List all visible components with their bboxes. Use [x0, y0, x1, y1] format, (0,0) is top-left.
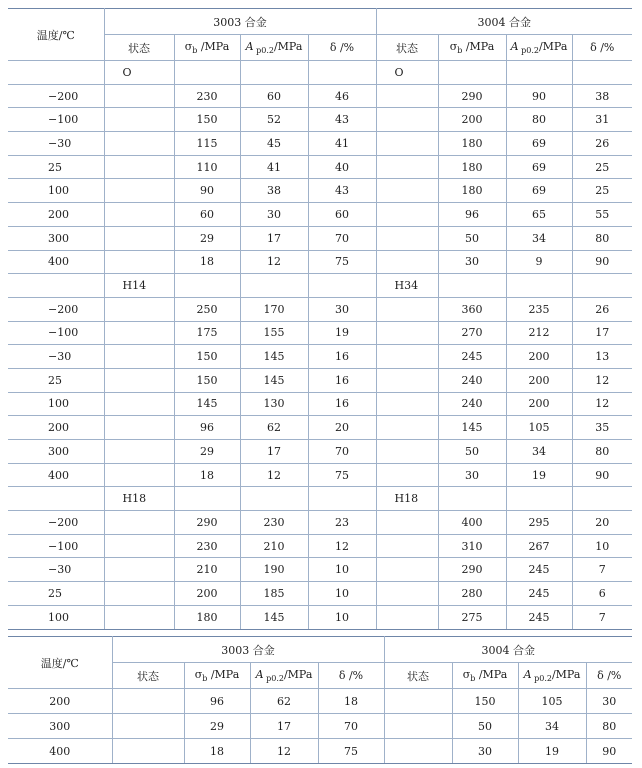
elongation-cell: 55: [572, 203, 632, 227]
empty-state-cell: [376, 179, 438, 203]
elongation-cell: 7: [572, 605, 632, 629]
elongation-cell: 12: [572, 368, 632, 392]
temperature-cell: 400: [8, 463, 104, 487]
tensile-strength-cell: 200: [174, 582, 240, 606]
elongation-header: δ /%: [586, 663, 632, 689]
tensile-strength-cell: 290: [174, 511, 240, 535]
elongation-cell: 80: [572, 440, 632, 464]
tensile-strength-cell: 96: [438, 203, 506, 227]
tensile-strength-cell: 18: [174, 463, 240, 487]
tensile-strength-cell: 150: [452, 689, 518, 714]
tensile-strength-cell: 96: [174, 416, 240, 440]
tensile-strength-cell: 400: [438, 511, 506, 535]
yield-strength-cell: 52: [240, 108, 308, 132]
temperature-cell: −200: [8, 297, 104, 321]
empty-state-cell: [112, 714, 184, 739]
elongation-cell: 90: [572, 463, 632, 487]
yield-strength-cell: 145: [240, 605, 308, 629]
temperature-cell: −30: [8, 132, 104, 156]
empty-state-cell: [384, 714, 452, 739]
tensile-strength-cell: 145: [438, 416, 506, 440]
data-cell: [308, 274, 376, 298]
data-cell: [308, 487, 376, 511]
state-row: [8, 61, 632, 85]
elongation-header: δ /%: [318, 663, 384, 689]
empty-state-cell: [376, 416, 438, 440]
temperature-cell: 200: [8, 203, 104, 227]
table-row: [8, 534, 632, 558]
alloy-3003-header: 3003 合金: [112, 637, 384, 663]
temp-cell: [8, 61, 104, 85]
empty-state-cell: [376, 84, 438, 108]
empty-state-cell: [104, 321, 174, 345]
yield-strength-cell: 212: [506, 321, 572, 345]
elongation-cell: 12: [308, 534, 376, 558]
yield-strength-cell: 185: [240, 582, 308, 606]
yield-strength-cell: 230: [240, 511, 308, 535]
empty-state-cell: [104, 132, 174, 156]
left-state-label: H18: [104, 487, 174, 511]
table-row: [8, 321, 632, 345]
empty-state-cell: [376, 392, 438, 416]
yield-strength-cell: 62: [250, 689, 318, 714]
empty-state-cell: [104, 155, 174, 179]
elongation-cell: 70: [308, 440, 376, 464]
empty-state-cell: [104, 368, 174, 392]
elongation-cell: 6: [572, 582, 632, 606]
yield-strength-cell: 90: [506, 84, 572, 108]
empty-state-cell: [376, 203, 438, 227]
tensile-strength-cell: 60: [174, 203, 240, 227]
yield-strength-cell: 12: [250, 739, 318, 764]
elongation-cell: 10: [308, 605, 376, 629]
table-row: [8, 582, 632, 606]
empty-state-cell: [376, 345, 438, 369]
data-cell: [240, 274, 308, 298]
elongation-cell: 23: [308, 511, 376, 535]
state-header: 状态: [376, 35, 438, 61]
yield-strength-cell: 245: [506, 605, 572, 629]
yield-strength-cell: 170: [240, 297, 308, 321]
empty-state-cell: [384, 689, 452, 714]
temperature-cell: 400: [8, 739, 112, 764]
table-row: [8, 440, 632, 464]
tensile-strength-cell: 29: [174, 226, 240, 250]
data-cell: [174, 274, 240, 298]
data-cell: [240, 487, 308, 511]
yield-strength-cell: 19: [518, 739, 586, 764]
table-row: [8, 689, 632, 714]
elongation-cell: 60: [308, 203, 376, 227]
data-cell: [506, 61, 572, 85]
yield-strength-cell: 80: [506, 108, 572, 132]
empty-state-cell: [376, 321, 438, 345]
yield-strength-cell: 105: [506, 416, 572, 440]
tensile-strength-cell: 230: [174, 534, 240, 558]
empty-state-cell: [112, 739, 184, 764]
empty-state-cell: [104, 534, 174, 558]
elongation-cell: 30: [308, 297, 376, 321]
alloy-3003-header: 3003 合金: [104, 9, 376, 35]
tensile-strength-cell: 180: [438, 155, 506, 179]
tensile-strength-header: $\sigma_b$ /MPa: [452, 663, 518, 689]
empty-state-cell: [376, 440, 438, 464]
empty-state-cell: [104, 179, 174, 203]
yield-strength-cell: 200: [506, 345, 572, 369]
elongation-cell: 16: [308, 368, 376, 392]
elongation-cell: 38: [572, 84, 632, 108]
elongation-cell: 43: [308, 179, 376, 203]
empty-state-cell: [376, 511, 438, 535]
temp-cell: [8, 487, 104, 511]
yield-strength-cell: 62: [240, 416, 308, 440]
elongation-cell: 20: [572, 511, 632, 535]
table-row: [8, 179, 632, 203]
empty-state-cell: [104, 108, 174, 132]
empty-state-cell: [376, 155, 438, 179]
elongation-cell: 90: [586, 739, 632, 764]
tensile-strength-cell: 240: [438, 392, 506, 416]
yield-strength-cell: 69: [506, 179, 572, 203]
tensile-strength-cell: 150: [174, 368, 240, 392]
empty-state-cell: [376, 297, 438, 321]
tensile-strength-cell: 30: [438, 250, 506, 274]
temperature-cell: 200: [8, 416, 104, 440]
empty-state-cell: [104, 463, 174, 487]
empty-state-cell: [104, 605, 174, 629]
tensile-strength-cell: 29: [174, 440, 240, 464]
table-row: [8, 84, 632, 108]
temperature-cell: 300: [8, 226, 104, 250]
tensile-strength-cell: 280: [438, 582, 506, 606]
tensile-strength-header: $\sigma_b$ /MPa: [184, 663, 250, 689]
table-row: [8, 714, 632, 739]
table-row: [8, 605, 632, 629]
tensile-strength-cell: 290: [438, 84, 506, 108]
tensile-strength-cell: 180: [174, 605, 240, 629]
table-row: [8, 297, 632, 321]
state-row: [8, 487, 632, 511]
empty-state-cell: [376, 558, 438, 582]
right-state-label: H18: [376, 487, 438, 511]
tensile-strength-cell: 230: [174, 84, 240, 108]
yield-strength-cell: 34: [506, 440, 572, 464]
yield-strength-cell: 200: [506, 368, 572, 392]
table-row: [8, 463, 632, 487]
tensile-strength-cell: 360: [438, 297, 506, 321]
yield-strength-cell: 130: [240, 392, 308, 416]
table-row: [8, 345, 632, 369]
tensile-strength-cell: 50: [438, 226, 506, 250]
table-row: [8, 392, 632, 416]
tensile-strength-cell: 290: [438, 558, 506, 582]
state-row: [8, 274, 632, 298]
empty-state-cell: [104, 226, 174, 250]
tensile-strength-cell: 96: [184, 689, 250, 714]
tensile-strength-cell: 18: [174, 250, 240, 274]
empty-state-cell: [104, 297, 174, 321]
yield-strength-cell: 145: [240, 345, 308, 369]
tensile-strength-cell: 115: [174, 132, 240, 156]
elongation-cell: 19: [308, 321, 376, 345]
empty-state-cell: [104, 203, 174, 227]
temperature-cell: 300: [8, 440, 104, 464]
elongation-header: δ /%: [308, 35, 376, 61]
yield-strength-cell: 145: [240, 368, 308, 392]
tensile-strength-cell: 30: [452, 739, 518, 764]
tensile-strength-cell: 180: [438, 179, 506, 203]
yield-strength-header: A $_{p0.2}$/MPa: [250, 663, 318, 689]
tensile-strength-header: $\sigma_b$ /MPa: [174, 35, 240, 61]
tensile-strength-cell: 18: [184, 739, 250, 764]
empty-state-cell: [104, 345, 174, 369]
empty-state-cell: [376, 226, 438, 250]
temperature-cell: 100: [8, 179, 104, 203]
table-row: [8, 368, 632, 392]
yield-strength-cell: 17: [240, 226, 308, 250]
data-cell: [174, 487, 240, 511]
elongation-cell: 18: [318, 689, 384, 714]
state-header: 状态: [104, 35, 174, 61]
temperature-header: 温度/℃: [8, 9, 104, 61]
table-row: [8, 226, 632, 250]
tensile-strength-header: $\sigma_b$ /MPa: [438, 35, 506, 61]
yield-strength-cell: 210: [240, 534, 308, 558]
yield-strength-cell: 155: [240, 321, 308, 345]
yield-strength-cell: 34: [506, 226, 572, 250]
elongation-cell: 16: [308, 392, 376, 416]
elongation-cell: 16: [308, 345, 376, 369]
empty-state-cell: [376, 250, 438, 274]
tensile-strength-cell: 29: [184, 714, 250, 739]
yield-strength-cell: 105: [518, 689, 586, 714]
data-cell: [506, 487, 572, 511]
temperature-cell: 400: [8, 250, 104, 274]
tensile-strength-cell: 30: [438, 463, 506, 487]
table-row: [8, 558, 632, 582]
empty-state-cell: [104, 511, 174, 535]
yield-strength-cell: 69: [506, 132, 572, 156]
empty-state-cell: [376, 108, 438, 132]
temperature-cell: 100: [8, 392, 104, 416]
yield-strength-header: A $_{p0.2}$/MPa: [518, 663, 586, 689]
yield-strength-cell: 267: [506, 534, 572, 558]
empty-state-cell: [376, 605, 438, 629]
elongation-cell: 35: [572, 416, 632, 440]
yield-strength-cell: 30: [240, 203, 308, 227]
tensile-strength-cell: 270: [438, 321, 506, 345]
elongation-cell: 12: [572, 392, 632, 416]
empty-state-cell: [112, 689, 184, 714]
state-header: 状态: [384, 663, 452, 689]
elongation-cell: 70: [308, 226, 376, 250]
yield-strength-cell: 17: [250, 714, 318, 739]
table-row: [8, 132, 632, 156]
empty-state-cell: [104, 440, 174, 464]
temperature-cell: −30: [8, 558, 104, 582]
properties-table-main: [8, 8, 632, 630]
yield-strength-cell: 12: [240, 250, 308, 274]
empty-state-cell: [376, 534, 438, 558]
left-state-label: H14: [104, 274, 174, 298]
elongation-cell: 25: [572, 155, 632, 179]
elongation-cell: 70: [318, 714, 384, 739]
tensile-strength-cell: 90: [174, 179, 240, 203]
empty-state-cell: [376, 368, 438, 392]
yield-strength-cell: 245: [506, 582, 572, 606]
yield-strength-cell: 235: [506, 297, 572, 321]
elongation-cell: 26: [572, 297, 632, 321]
tensile-strength-cell: 50: [438, 440, 506, 464]
temp-cell: [8, 274, 104, 298]
elongation-cell: 75: [308, 463, 376, 487]
yield-strength-cell: 190: [240, 558, 308, 582]
data-cell: [438, 274, 506, 298]
temperature-cell: −200: [8, 84, 104, 108]
table-row: [8, 739, 632, 764]
data-cell: [572, 487, 632, 511]
elongation-cell: 7: [572, 558, 632, 582]
table-row: [8, 250, 632, 274]
table-row: [8, 155, 632, 179]
yield-strength-header: A $_{p0.2}$/MPa: [506, 35, 572, 61]
temperature-cell: −30: [8, 345, 104, 369]
data-cell: [572, 274, 632, 298]
table-row: [8, 108, 632, 132]
tensile-strength-cell: 245: [438, 345, 506, 369]
table-row: [8, 416, 632, 440]
data-cell: [506, 274, 572, 298]
data-cell: [174, 61, 240, 85]
elongation-cell: 90: [572, 250, 632, 274]
elongation-header: δ /%: [572, 35, 632, 61]
alloy-3004-header: 3004 合金: [384, 637, 632, 663]
temperature-cell: 25: [8, 368, 104, 392]
empty-state-cell: [104, 558, 174, 582]
tensile-strength-cell: 150: [174, 108, 240, 132]
tensile-strength-cell: 240: [438, 368, 506, 392]
yield-strength-cell: 65: [506, 203, 572, 227]
state-header: 状态: [112, 663, 184, 689]
tensile-strength-cell: 275: [438, 605, 506, 629]
tensile-strength-cell: 175: [174, 321, 240, 345]
elongation-cell: 75: [308, 250, 376, 274]
tensile-strength-cell: 180: [438, 132, 506, 156]
temperature-cell: 100: [8, 605, 104, 629]
data-cell: [438, 487, 506, 511]
temperature-cell: −100: [8, 534, 104, 558]
elongation-cell: 80: [572, 226, 632, 250]
elongation-cell: 25: [572, 179, 632, 203]
elongation-cell: 80: [586, 714, 632, 739]
properties-table-continued: [8, 636, 632, 764]
elongation-cell: 17: [572, 321, 632, 345]
yield-strength-cell: 245: [506, 558, 572, 582]
empty-state-cell: [104, 84, 174, 108]
yield-strength-cell: 45: [240, 132, 308, 156]
table-row: [8, 203, 632, 227]
tensile-strength-cell: 200: [438, 108, 506, 132]
yield-strength-header: A $_{p0.2}$/MPa: [240, 35, 308, 61]
empty-state-cell: [104, 416, 174, 440]
yield-strength-cell: 19: [506, 463, 572, 487]
elongation-cell: 10: [308, 558, 376, 582]
empty-state-cell: [376, 132, 438, 156]
tensile-strength-cell: 210: [174, 558, 240, 582]
yield-strength-cell: 295: [506, 511, 572, 535]
elongation-cell: 75: [318, 739, 384, 764]
temperature-cell: 300: [8, 714, 112, 739]
elongation-cell: 10: [572, 534, 632, 558]
tensile-strength-cell: 150: [174, 345, 240, 369]
tensile-strength-cell: 110: [174, 155, 240, 179]
tensile-strength-cell: 50: [452, 714, 518, 739]
empty-state-cell: [376, 463, 438, 487]
temperature-cell: 25: [8, 582, 104, 606]
data-cell: [572, 61, 632, 85]
elongation-cell: 43: [308, 108, 376, 132]
tensile-strength-cell: 145: [174, 392, 240, 416]
right-state-label: H34: [376, 274, 438, 298]
empty-state-cell: [376, 582, 438, 606]
elongation-cell: 46: [308, 84, 376, 108]
data-cell: [438, 61, 506, 85]
yield-strength-cell: 38: [240, 179, 308, 203]
yield-strength-cell: 69: [506, 155, 572, 179]
empty-state-cell: [384, 739, 452, 764]
elongation-cell: 40: [308, 155, 376, 179]
elongation-cell: 20: [308, 416, 376, 440]
yield-strength-cell: 41: [240, 155, 308, 179]
data-cell: [240, 61, 308, 85]
alloy-3004-header: 3004 合金: [376, 9, 632, 35]
elongation-cell: 13: [572, 345, 632, 369]
temperature-header: 温度/℃: [8, 637, 112, 689]
elongation-cell: 26: [572, 132, 632, 156]
elongation-cell: 30: [586, 689, 632, 714]
temperature-cell: −200: [8, 511, 104, 535]
temperature-cell: −100: [8, 321, 104, 345]
elongation-cell: 41: [308, 132, 376, 156]
empty-state-cell: [104, 392, 174, 416]
yield-strength-cell: 200: [506, 392, 572, 416]
yield-strength-cell: 34: [518, 714, 586, 739]
left-state-label: O: [104, 61, 174, 85]
right-state-label: O: [376, 61, 438, 85]
yield-strength-cell: 12: [240, 463, 308, 487]
yield-strength-cell: 17: [240, 440, 308, 464]
empty-state-cell: [104, 582, 174, 606]
elongation-cell: 31: [572, 108, 632, 132]
data-cell: [308, 61, 376, 85]
tensile-strength-cell: 310: [438, 534, 506, 558]
yield-strength-cell: 60: [240, 84, 308, 108]
yield-strength-cell: 9: [506, 250, 572, 274]
table-row: [8, 511, 632, 535]
temperature-cell: 25: [8, 155, 104, 179]
empty-state-cell: [104, 250, 174, 274]
tensile-strength-cell: 250: [174, 297, 240, 321]
temperature-cell: −100: [8, 108, 104, 132]
temperature-cell: 200: [8, 689, 112, 714]
elongation-cell: 10: [308, 582, 376, 606]
